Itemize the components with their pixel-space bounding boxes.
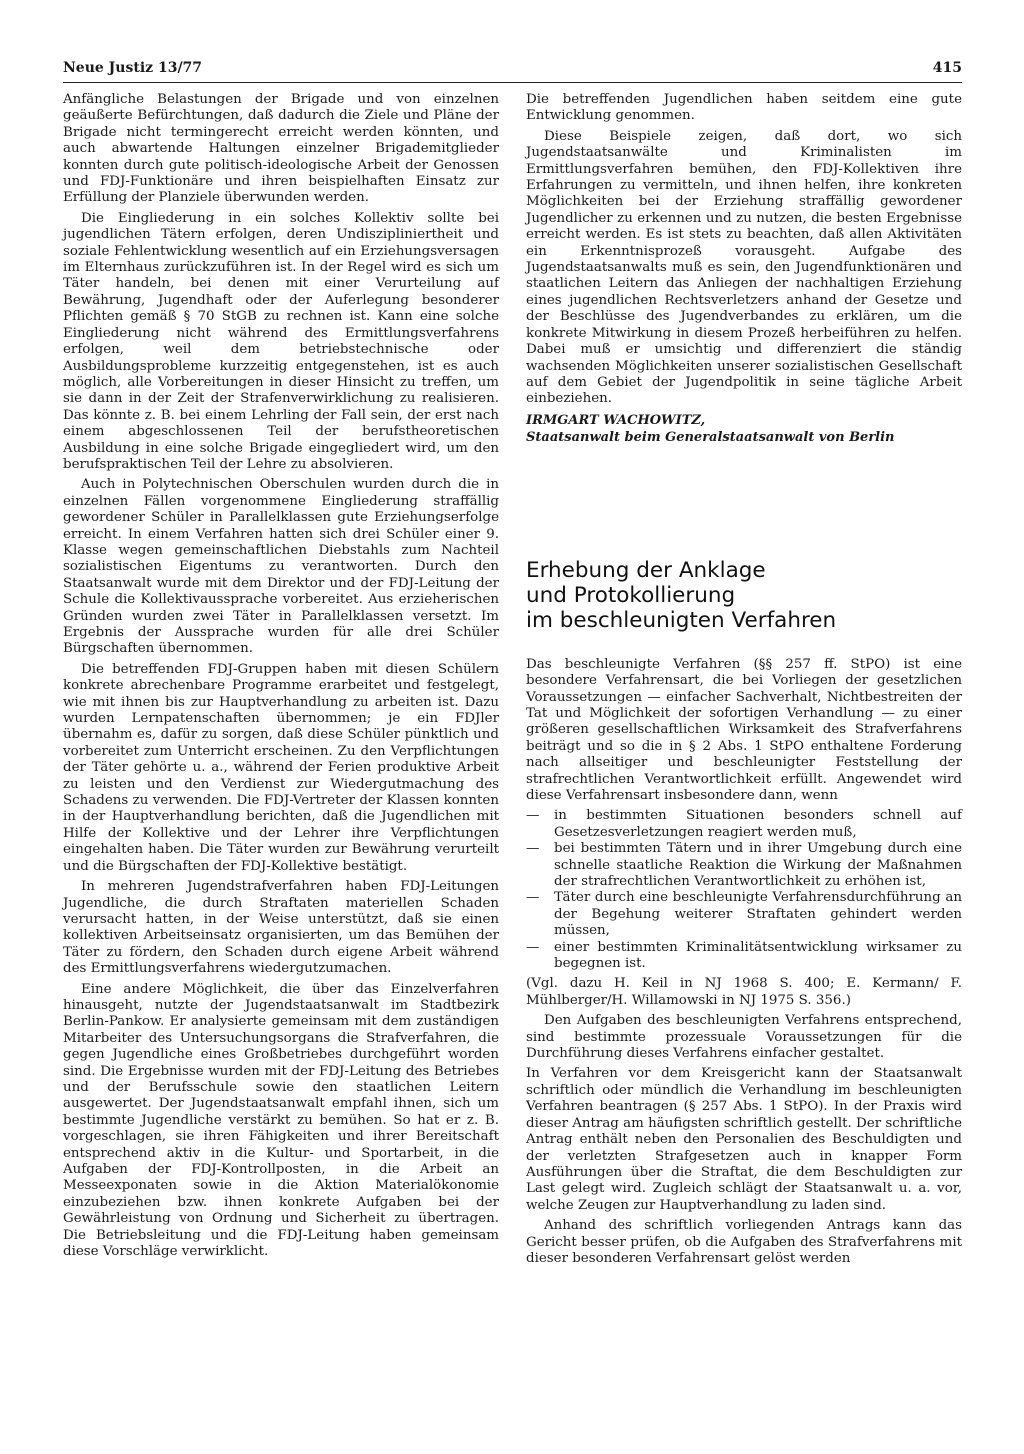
section-title-line: und Protokollierung xyxy=(526,582,736,608)
section-title-line: Erhebung der Anklage xyxy=(526,557,766,583)
dash-bullet: — xyxy=(526,939,540,955)
section-title xyxy=(526,558,962,633)
list-item-text: in bestimmten Situationen besonders schnell auf Gesetzesverletzungen reagiert werden muß, xyxy=(554,808,962,840)
paragraph: Anfängliche Belastungen der Brigade und von einzelnen geäußerte Befürchtungen, daß dadurch die Ziele und Pläne der Brigade nicht termingerecht erreicht werden könnten, und auch abwartende Haltungen einzelner Brigademitglieder konnten durch gute politisch-ideologische Arbeit der Genossen und FDJ-Funktionäre und ihren beispielhaften Einsatz zur Erfüllung der Planziele überwunden werden. xyxy=(63,92,499,206)
journal-issue: Neue Justiz 13/77 xyxy=(63,60,203,76)
paragraph: Anhand des schriftlich vorliegenden Antrags kann das Gericht besser prüfen, ob die Aufgaben des Strafverfahrens mit dieser besonderen Verfahrensart gelöst werden xyxy=(526,1218,962,1266)
paragraph: Die betreffenden FDJ-Gruppen haben mit diesen Schülern konkrete abrechenbare Programme erarbeitet und festgelegt, wie mit ihnen bis zur Hauptverhandlung zu arbeiten ist. Dazu wurden Lernpatenschaften übernommen; je ein FDJler übernahm es, dafür zu sorgen, daß diese Schüler pünktlich und vorbereitet zum Unterricht erscheinen. Zu den Verpflichtungen der Täter gehörte u. a., während der Ferien produktive Arbeit zu leisten und den Verdienst zur Wiedergutmachung des Schadens zu verwenden. Die FDJ-Vertreter der Klassen konnten in der Hauptverhandlung berichten, daß die Jugendlichen mit Hilfe der Kollektive und der Lehrer ihre Verpflichtungen eingehalten haben. Die Täter wurden zur Bewährung verurteilt und die Bürgschaften der FDJ-Kollektive bestätigt. xyxy=(63,661,499,874)
paragraph: Diese Beispiele zeigen, daß dort, wo sich Jugendstaatsanwälte und Kriminalisten im Ermittlungsverfahren bemühen, den FDJ-Kollektiven ihre Erfahrungen zu vermitteln, und ihnen helfen, ihre konkreten Möglichkeiten bei der Erziehung straffällig gewordener Jugendlicher zu erkennen und zu nutzen, die besten Ergebnisse erreicht werden. Es ist stets zu beachten, daß allen Aktivitäten ein Erkenntnisprozeß vorausgeht. Aufgabe des Jugendstaatsanwalts muß es sein, den Jugendfunktionären und staatlichen Leitern das Anliegen der nachhaltigen Erziehung eines jugendlichen Rechtsverletzers anhand der Gesetze und der Beschlüsse des Jugendverbandes zu erklären, um die konkrete Mitwirkung in diesem Prozeß herbeiführen zu helfen. Dabei muß er umsichtig und differenziert die ständig wachsenden Möglichkeiten unserer sozialistischen Gesellschaft auf dem Gebiet der Jugendpolitik in seine tägliche Arbeit einbeziehen. xyxy=(526,128,962,407)
list-item xyxy=(526,808,962,841)
paragraph: In mehreren Jugendstrafverfahren haben FDJ-Leitungen Jugendliche, die durch Straftaten materiellen Schaden verursacht hatten, in der Weise unterstützt, daß sie einen kollektiven Arbeitseinsatz organisierten, um das Bemühen der Täter zu fördern, den Schaden durch eigene Arbeit während des Ermittlungsverfahrens wiedergutzumachen. xyxy=(63,879,499,977)
paragraph: Die Eingliederung in ein solches Kollektiv sollte bei jugendlichen Tätern erfolgen, deren Undiszipliniertheit und soziale Fehlentwicklung wesentlich auf ein Erziehungsversagen im Elternhaus zurückzuführen ist. In der Regel wird es sich um Täter handeln, bei denen mit einer Verurteilung auf Bewährung, Jugendhaft oder der Auferlegung besonderer Pflichten gemäß § 70 StGB zu rechnen ist. Kann eine solche Eingliederung nicht während des Ermittlungsverfahrens erfolgen, weil dem betriebstechnische oder Ausbildungsprobleme kurzzeitig entgegenstehen, ist es auch möglich, alle Vorbereitungen in dieser Hinsicht zu treffen, um sie dann in der Zeit der Strafenverwirklichung zu realisieren. Das könnte z. B. bei einem Lehrling der Fall sein, der erst nach einem abgeschlossenen Teil der berufstheoretischen Ausbildung in eine solche Brigade eingegliedert wird, um den berufspraktischen Teil der Lehre zu absolvieren. xyxy=(63,210,499,472)
paragraph: In Verfahren vor dem Kreisgericht kann der Staatsanwalt schriftlich oder mündlich die Verhandlung im beschleunigten Verfahren beantragen (§ 257 Abs. 1 StPO). In der Praxis wird dieser Antrag am häufigsten schriftlich gestellt. Der schriftliche Antrag enthält neben den Personalien des Beschuldigten und der verletzten Strafgesetzen auch in knapper Form Ausführungen über die Straftat, die dem Beschuldigten zur Last gelegt wird. Zugleich schlägt der Staatsanwalt u. a. vor, welche Zeugen zur Hauptverhandlung zu laden sind. xyxy=(526,1066,962,1213)
running-header xyxy=(63,60,962,83)
right-column xyxy=(526,92,962,1271)
paragraph: Den Aufgaben des beschleunigten Verfahrens entsprechend, sind bestimmte prozessuale Voraussetzungen für die Durchführung dieses Verfahrens einfacher gestaltet. xyxy=(526,1013,962,1062)
section-intro: Das beschleunigte Verfahren (§§ 257 ff. StPO) ist eine besondere Verfahrensart, die bei Vorliegen der gesetzlichen Voraussetzungen — einfacher Sachverhalt, Nichtbestreiten der Tat und Möglichkeit der sofortigen Verhandlung — zu einer größeren gesellschaftlichen Wirksamkeit des Strafverfahrens beiträgt und so die in § 2 Abs. 1 StPO enthaltene Forderung nach allseitiger und beschleunigter Feststellung der strafrechtlichen Verantwortlichkeit erfüllt. Angewendet wird diese Verfahrensart insbesondere dann, wenn xyxy=(526,656,962,803)
citation: (Vgl. dazu H. Keil in NJ 1968 S. 400; E. Kermann/ F. Mühlberger/H. Willamowski in NJ 1975 S. 356.) xyxy=(526,976,962,1008)
author-role: Staatsanwalt beim Generalstaatsanwalt von Berlin xyxy=(526,429,895,445)
list-item-text: Täter durch eine beschleunigte Verfahrensdurchführung an der Begehung weiterer Straftaten gehindert werden müssen, xyxy=(554,890,962,939)
list-item-text: bei bestimmten Tätern und in ihrer Umgebung durch eine schnelle staatliche Reaktion die Wirkung der Maßnahmen der strafrechtlichen Verantwortlichkeit zu erhöhen ist, xyxy=(554,841,962,889)
list-item xyxy=(526,890,962,939)
dash-bullet: — xyxy=(526,890,540,906)
section-title-line: im beschleunigten Verfahren xyxy=(526,607,837,633)
paragraph: Die betreffenden Jugendlichen haben seitdem eine gute Entwicklung genommen. xyxy=(526,92,962,124)
dash-bullet: — xyxy=(526,808,540,824)
left-column xyxy=(63,92,499,1264)
condition-list xyxy=(526,808,962,972)
paragraph: Auch in Polytechnischen Oberschulen wurden durch die in einzelnen Fällen vorgenommene Eingliederung straffällig gewordener Schüler in Parallelklassen gute Erziehungserfolge erreicht. In einem Verfahren hatten sich drei Schüler einer 9. Klasse wegen gemeinschaftlichen Diebstahls zum Nachteil sozialistischen Eigentums zu verantworten. Durch den Staatsanwalt wurde mit dem Direktor und der FDJ-Leitung der Schule die Kollektivaussprache vorbereitet. Aus erzieherischen Gründen wurden zwei Täter in Parallelklassen versetzt. Im Ergebnis der Aussprache wurden für alle drei Schüler Bürgschaften übernommen. xyxy=(63,477,499,657)
list-item xyxy=(526,841,962,890)
paragraph: Eine andere Möglichkeit, die über das Einzelverfahren hinausgeht, nutzte der Jugendstaatsanwalt im Stadtbezirk Berlin-Pankow. Er analysierte gemeinsam mit dem zuständigen Mitarbeiter des Untersuchungsorgans die Strafverfahren, die gegen Jugendliche eines Großbetriebes durchgeführt worden sind. Die Ergebnisse wurden mit der FDJ-Leitung des Betriebes und der Berufsschule sowie den staatlichen Leitern ausgewertet. Der Jugendstaatsanwalt empfahl ihnen, sich um bestimmte Jugendliche verstärkt zu bemühen. So hat er z. B. vorgeschlagen, sie ihren Fähigkeiten und ihrer Bereitschaft entsprechend aktiv in die Kultur- und Sportarbeit, in die Aufgaben der FDJ-Kontrollposten, in die Arbeit an Messeexponaten sowie in die Aktion Materialökonomie einzubeziehen bzw. ihnen konkrete Aufgaben bei der Gewährleistung von Ordnung und Sicherheit zu übertragen. Die Betriebsleitung und die FDJ-Leitung haben gemeinsam diese Vorschläge verwirklicht. xyxy=(63,981,499,1260)
list-item-text: einer bestimmten Kriminalitätsentwicklung wirksamer zu begegnen ist. xyxy=(554,939,962,972)
page-number: 415 xyxy=(932,60,962,76)
author-name: IRMGART WACHOWITZ, xyxy=(526,412,706,428)
list-item xyxy=(526,940,962,973)
author-signature xyxy=(526,412,962,446)
dash-bullet: — xyxy=(526,841,540,857)
